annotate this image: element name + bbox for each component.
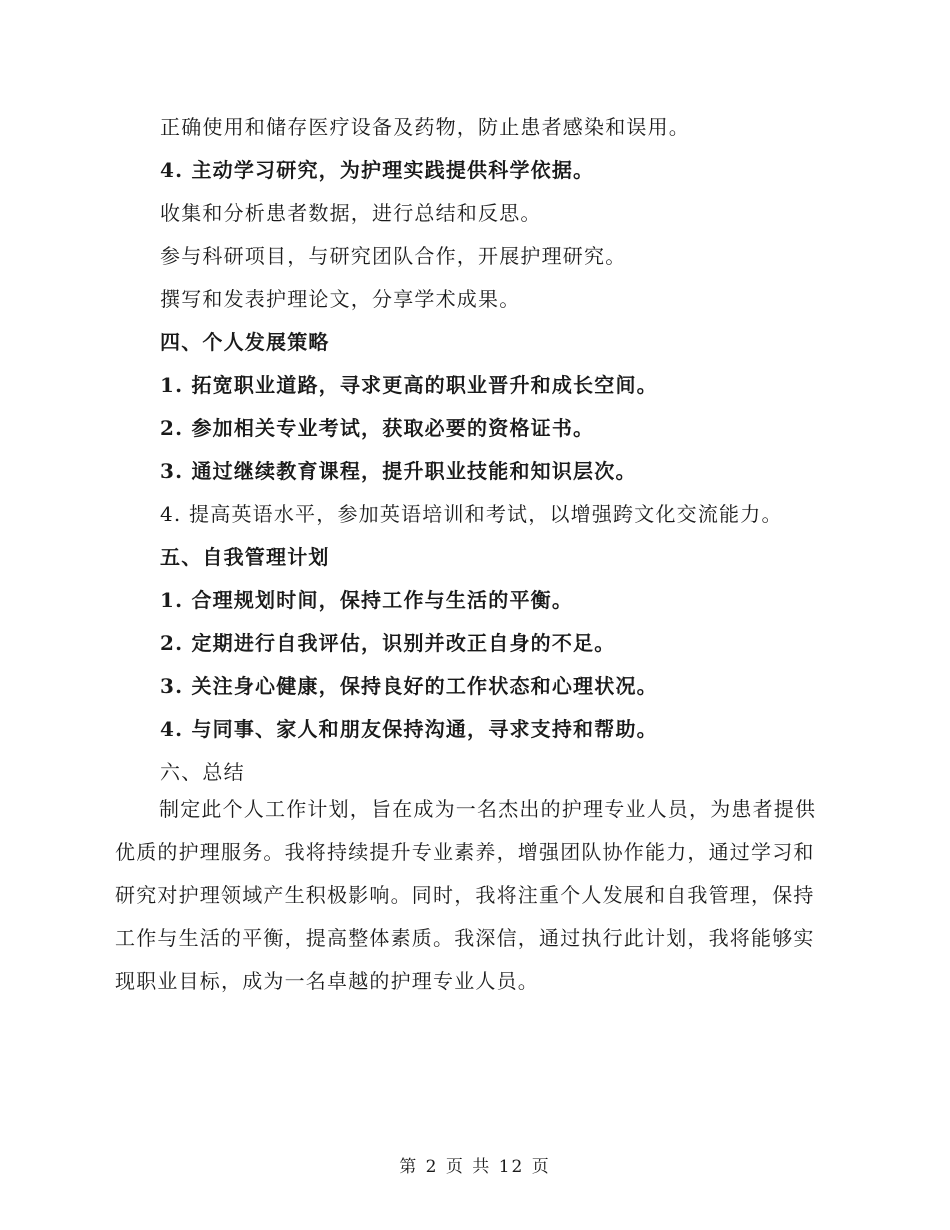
section-4-item-4: 4. 提高英语水平，参加英语培训和考试，以增强跨文化交流能力。 (160, 502, 783, 526)
section-5-item-1: 1. 合理规划时间，保持工作与生活的平衡。 (160, 588, 574, 612)
section-4-heading: 四、个人发展策略 (160, 330, 330, 354)
section-4-item-3: 3. 通过继续教育课程，提升职业技能和知识层次。 (160, 459, 637, 483)
section-5-item-2: 2. 定期进行自我评估，识别并改正自身的不足。 (160, 631, 616, 655)
text-line-4: 参与科研项目，与研究团队合作，开展护理研究。 (160, 244, 627, 268)
summary-paragraph (115, 788, 835, 1003)
section-4-item-1: 1. 拓宽职业道路，寻求更高的职业晋升和成长空间。 (160, 373, 658, 397)
page-footer: 第 2 页 共 12 页 (399, 1157, 551, 1177)
section-5-item-3: 3. 关注身心健康，保持良好的工作状态和心理状况。 (160, 674, 658, 698)
text-line-1: 正确使用和储存医疗设备及药物，防止患者感染和误用。 (160, 115, 690, 139)
summary-text: 制定此个人工作计划，旨在成为一名杰出的护理专业人员，为患者提供优质的护理服务。我将持续提升专业素养，增强团队协作能力，通过学习和研究对护理领域产生积极影响。同时，我将注重个人发展和自我管理，保持工作与生活的平衡，提高整体素质。我深信，通过执行此计划，我将能够实现职业目标，成为一名卓越的护理专业人员。 (115, 797, 817, 993)
text-line-5: 撰写和发表护理论文，分享学术成果。 (160, 287, 521, 311)
section-5-heading: 五、自我管理计划 (160, 545, 330, 569)
item-4-heading: 4. 主动学习研究，为护理实践提供科学依据。 (160, 158, 595, 182)
section-6-heading: 六、总结 (160, 760, 245, 784)
text-line-3: 收集和分析患者数据，进行总结和反思。 (160, 201, 542, 225)
section-4-item-2: 2. 参加相关专业考试，获取必要的资格证书。 (160, 416, 595, 440)
section-5-item-4: 4. 与同事、家人和朋友保持沟通，寻求支持和帮助。 (160, 717, 658, 741)
